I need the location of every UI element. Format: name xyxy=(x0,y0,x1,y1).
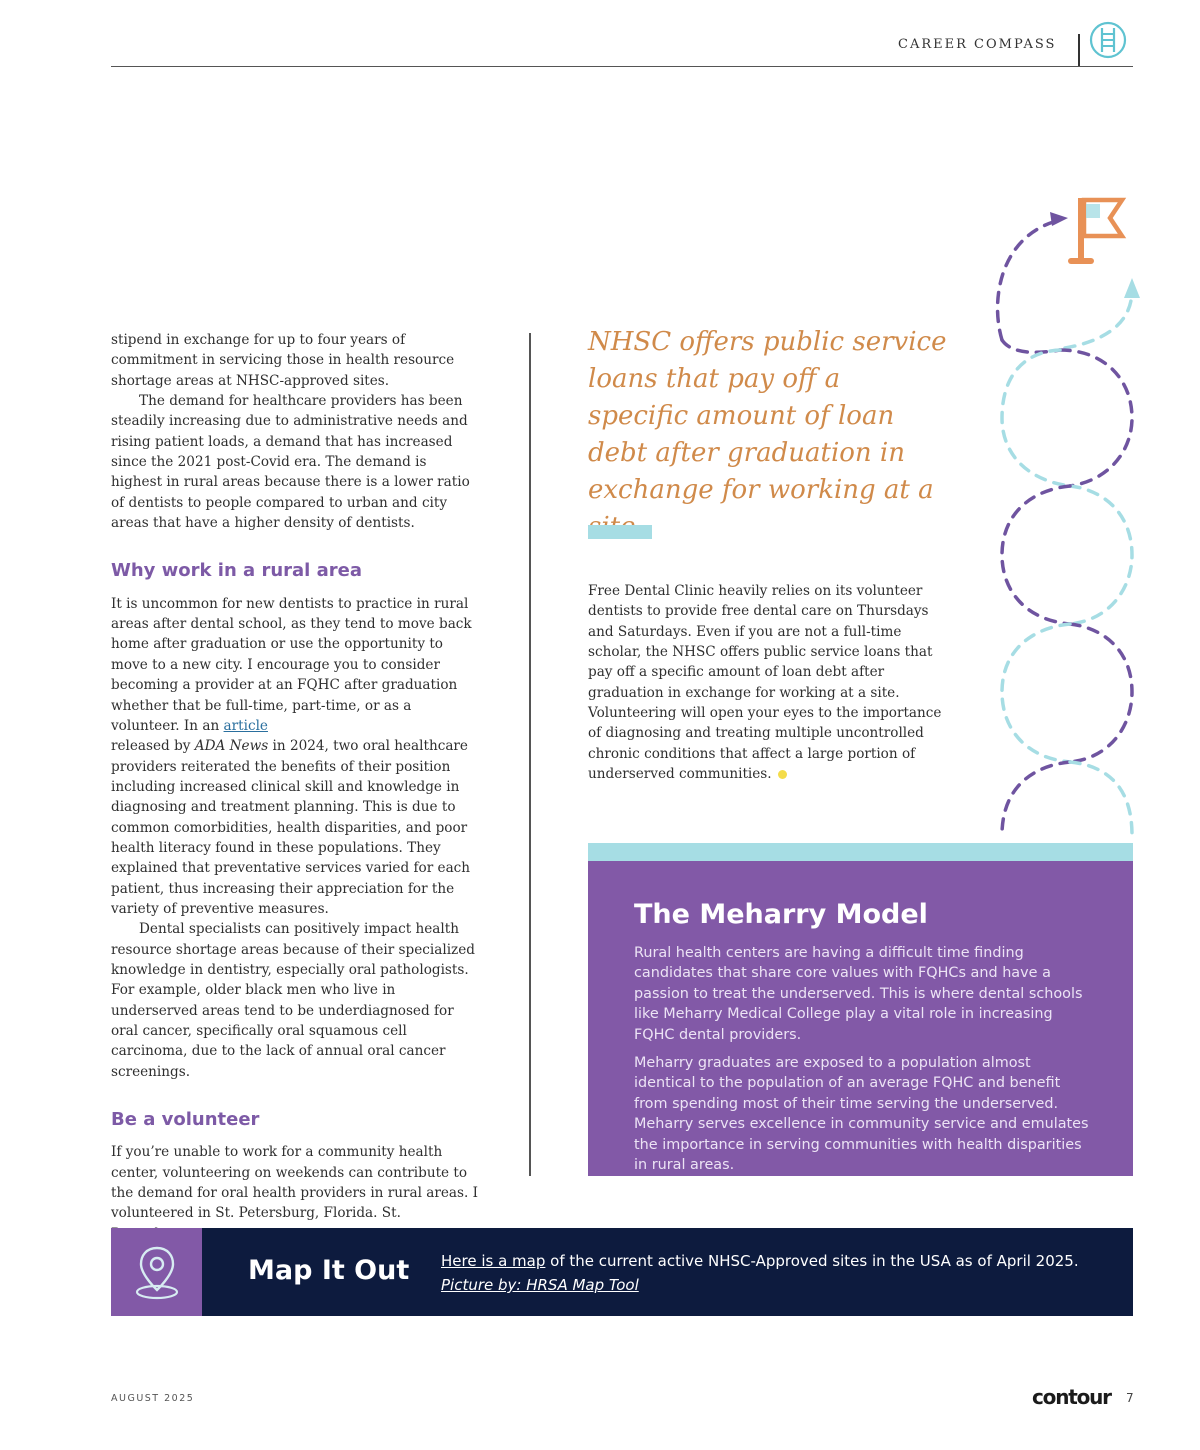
heading-rural-area: Why work in a rural area xyxy=(111,560,362,582)
map-link[interactable]: Here is a map xyxy=(441,1252,546,1270)
ladder-icon xyxy=(1089,21,1127,59)
page-header xyxy=(0,0,1200,70)
article-link[interactable]: article xyxy=(223,717,268,734)
right-column xyxy=(588,581,953,784)
rural-text-b: released by xyxy=(111,738,195,755)
section-title: CAREER COMPASS xyxy=(898,37,1057,52)
contour-logo: contour xyxy=(1032,1385,1111,1409)
clinic-text: Free Dental Clinic heavily relies on its volunteer dentists to provide free dental care on Thursdays and Saturdays. Even if you are not a full-time scholar, the NHSC offers public service loans that pay off a specific amount of loan debt after graduation in exchange for working at a site. Volunteering will open your eyes to the importance of diagnosing and treating multiple uncontrolled chronic conditions that affect a large portion of underserved communities. xyxy=(588,583,942,783)
heading-volunteer: Be a volunteer xyxy=(111,1109,260,1131)
map-description xyxy=(441,1249,1121,1297)
paragraph-rural xyxy=(111,594,481,920)
meharry-paragraph-1: Rural health centers are having a difficult time finding candidates that share core values with FQHCs and have a passion to treat the underserved. This is where dental schools like Meharry Medical College play a vital role in increasing FQHC dental providers. xyxy=(634,945,1083,1043)
rural-text-a: It is uncommon for new dentists to practice in rural areas after dental school, as they tend to move back home after graduation or use the opportunity to move to a new city. I encourage you to consider becoming a provider at an FQHC after graduation whether that be full-time, part-time, or as a volunteer. In an xyxy=(111,595,472,734)
column-divider xyxy=(529,333,531,1176)
pull-quote: NHSC offers public service loans that pay off a specific amount of loan debt after graduation in exchange for working at a xyxy=(588,327,947,505)
map-it-out-banner xyxy=(111,1228,1133,1316)
paragraph-clinic xyxy=(588,581,953,784)
header-divider xyxy=(1078,34,1080,66)
rural-text-c: in 2024, two oral healthcare providers reiterated the benefits of their position including increased clinical skill and knowledge in diagnosing and treatment planning. This is due to common comorbidities, health disparities, and poor health literacy found in these populations. They explained that preventative services varied for each patient, thus increasing their appreciation for the variety of preventive measures. xyxy=(111,738,471,917)
map-text: of the current active NHSC-Approved sites in the USA as of April 2025. xyxy=(545,1252,1079,1270)
paragraph-demand: The demand for healthcare providers has been steadily increasing due to administrative needs and rising patient loads, a demand that has increased since the 2021 post-Covid era. The demand is highest in rural areas because there is a lower ratio of dentists to people compared to urban and city areas that have a higher density of dentists. xyxy=(111,393,470,532)
left-column xyxy=(111,330,481,1244)
map-icon-box xyxy=(111,1228,202,1316)
map-title: Map It Out xyxy=(248,1255,410,1286)
footer-date: AUGUST 2025 xyxy=(111,1393,195,1404)
flag-icon xyxy=(1068,198,1122,264)
meharry-paragraph-2: Meharry graduates are exposed to a population almost identical to the population of an average FQHC and benefit from spending most of their time serving the underserved. Meharry serves excellence in community service and emulates the importance in serving communities with health disparities in rural areas. xyxy=(634,1055,1089,1174)
meharry-accent-bar xyxy=(588,843,1133,861)
header-rule xyxy=(111,66,1133,67)
meharry-model-box xyxy=(588,843,1133,1176)
map-credit-link[interactable]: Picture by: HRSA Map Tool xyxy=(441,1276,639,1294)
end-mark-icon xyxy=(778,770,787,779)
publication-name: ADA News xyxy=(194,738,269,755)
meharry-title: The Meharry Model xyxy=(634,899,928,930)
winding-path-graphic xyxy=(990,190,1150,840)
quote-accent-bar xyxy=(588,525,652,539)
paragraph-stipend: stipend in exchange for up to four years of commitment in servicing those in health resource shortage areas at NHSC-approved sites. xyxy=(111,332,455,389)
meharry-body xyxy=(634,943,1094,1183)
location-pin-icon xyxy=(133,1242,181,1302)
paragraph-specialists: Dental specialists can positively impact health resource shortage areas because of their specialized knowledge in dentistry, especially oral pathologists. For example, older black men who live in underserved areas tend to be underdiagnosed for oral cancer, specifically oral squamous cell carcinoma, due to the lack of annual oral cancer screenings. xyxy=(111,921,475,1080)
page-number: 7 xyxy=(1126,1391,1134,1405)
paragraph-volunteer: If you’re unable to work for a community health center, volunteering on weekends can contribute to the demand for oral health providers in rural areas. I volunteered in St. Petersburg, Florida. St. xyxy=(111,1144,479,1222)
